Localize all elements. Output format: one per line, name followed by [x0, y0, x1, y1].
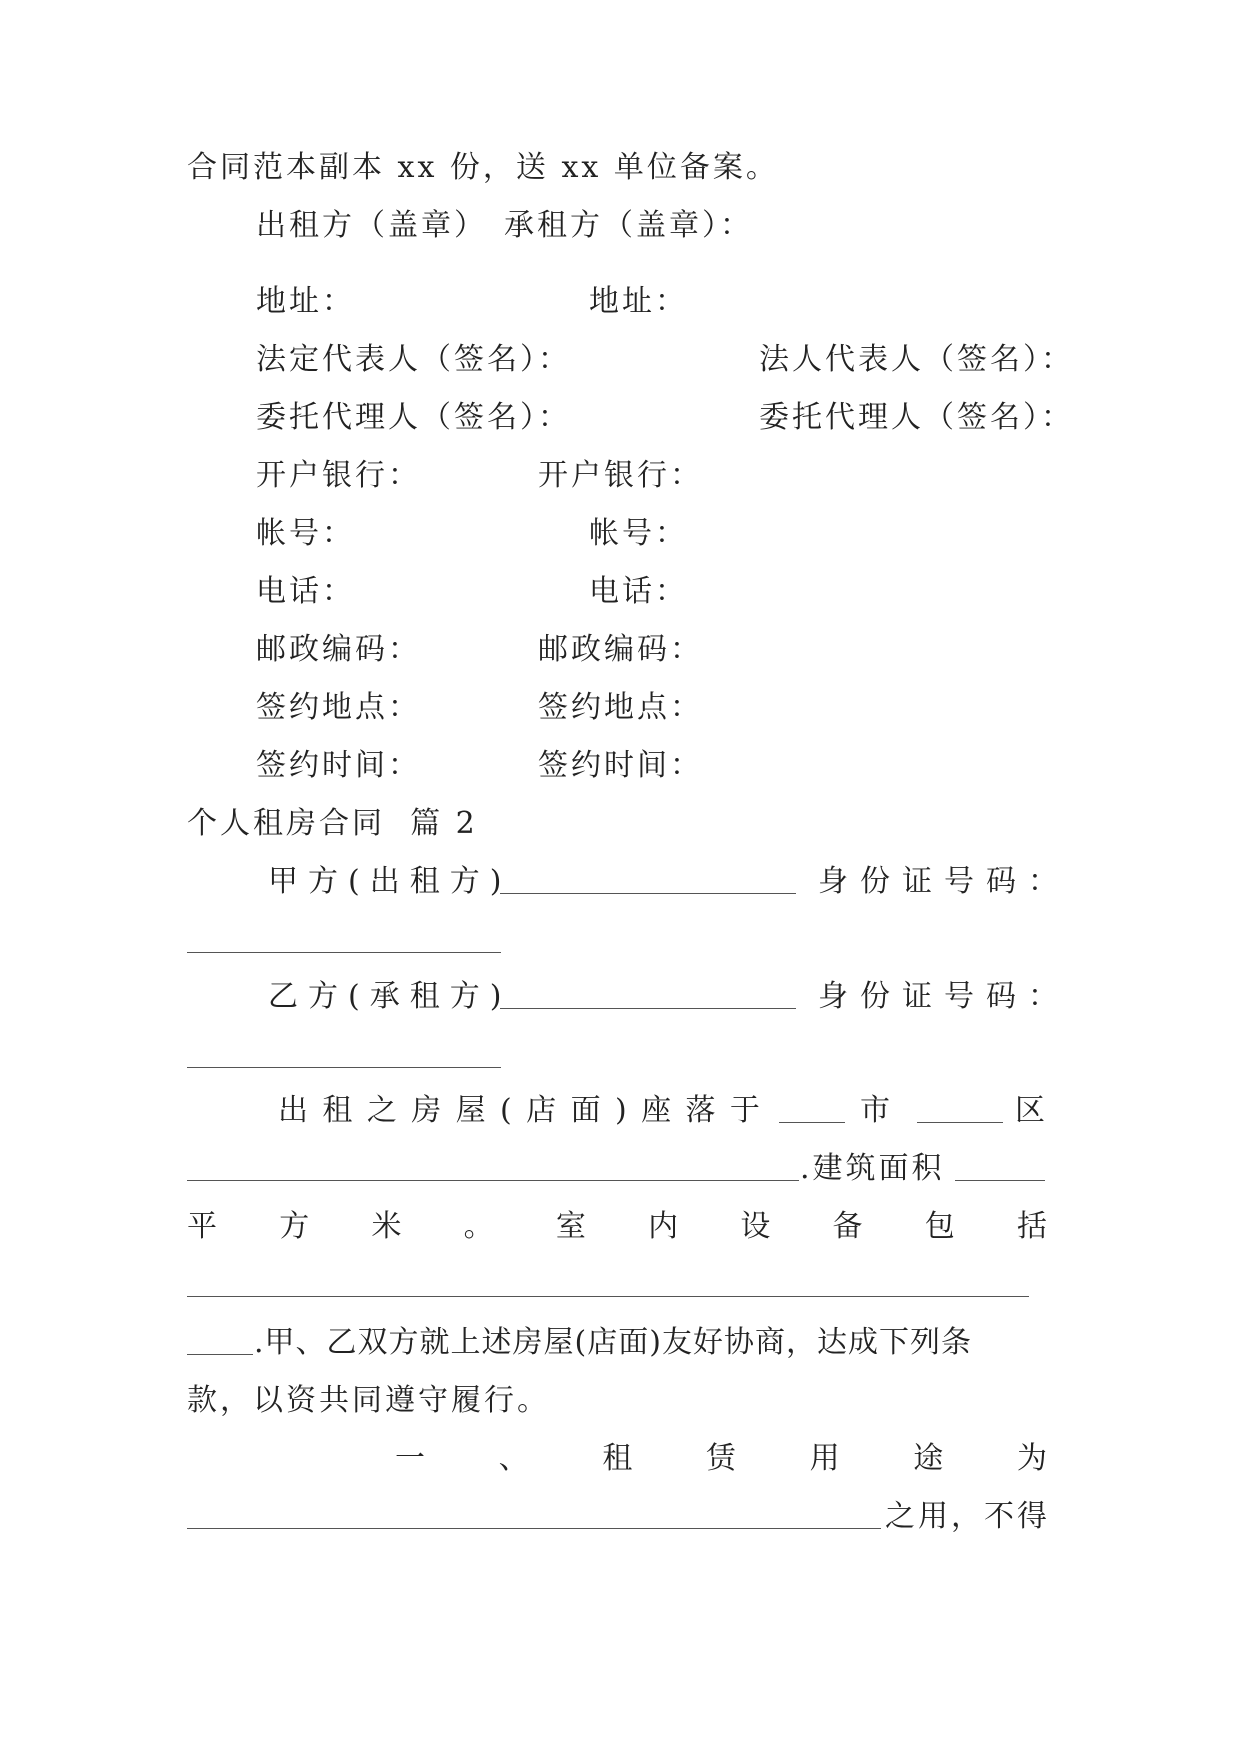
party-a-id-blank[interactable] [187, 952, 501, 953]
property-location-phrase [278, 1093, 760, 1129]
sqm-char: 米 [371, 1209, 402, 1244]
lessor-seal-label: 出租方（盖章） [256, 208, 487, 243]
city-label: 市 [860, 1093, 893, 1128]
agent-left-label: 委托代理人（签名）： [256, 400, 571, 435]
street-address-blank[interactable] [187, 1180, 799, 1181]
lessee-seal-label: 承租方（盖章）： [504, 208, 753, 243]
agreement-line-1: .甲、乙双方就上述房屋(店面)友好协商，达成下列条 [254, 1325, 972, 1360]
account-right-label: 帐号： [589, 516, 688, 551]
article-char: 、 [498, 1441, 529, 1476]
sqm-char: 室 [555, 1209, 586, 1244]
copies-filing-line: 合同范本副本 xx 份，送 xx 单位备案。 [187, 150, 779, 185]
district-label: 区 [1015, 1093, 1048, 1128]
sqm-equipment-phrase [187, 1209, 1047, 1245]
address-left-label: 地址： [256, 284, 355, 319]
sqm-char: 方 [279, 1209, 310, 1244]
party-a-label: 甲方(出租方) [268, 864, 512, 899]
lease-purpose-blank[interactable] [187, 1528, 881, 1529]
location-char: 房 [411, 1093, 442, 1128]
sqm-char: 。 [463, 1209, 494, 1244]
article-char: 一 [395, 1441, 425, 1476]
postcode-left-label: 邮政编码： [256, 632, 421, 667]
sqm-char: 备 [832, 1209, 863, 1244]
time-right-label: 签约时间： [538, 748, 703, 783]
agent-right-label: 委托代理人（签名）： [759, 400, 1074, 435]
sqm-char: 包 [924, 1209, 955, 1244]
building-area-blank[interactable] [955, 1180, 1045, 1181]
section-title: 个人租房合同 篇 2 [187, 806, 478, 841]
party-b-name-blank[interactable] [500, 1008, 796, 1009]
article-char: 途 [913, 1441, 944, 1476]
sqm-char: 括 [1016, 1209, 1047, 1244]
article-1-phrase [395, 1441, 1047, 1477]
party-a-name-blank[interactable] [500, 893, 796, 894]
address-right-label: 地址： [589, 284, 688, 319]
location-char: 之 [366, 1093, 397, 1128]
location-char: 面 [570, 1093, 601, 1128]
bank-left-label: 开户银行： [256, 458, 421, 493]
article-char: 为 [1016, 1441, 1047, 1476]
location-char: 出 [278, 1093, 308, 1128]
phone-right-label: 电话： [589, 574, 688, 609]
location-char: 座 [641, 1093, 672, 1128]
agreement-line-2: 款，以资共同遵守履行。 [187, 1383, 550, 1418]
city-blank[interactable] [779, 1122, 845, 1123]
equipment-blank[interactable] [187, 1296, 1029, 1297]
location-char: 租 [322, 1093, 353, 1128]
sqm-char: 平 [187, 1209, 217, 1244]
article-char: 赁 [705, 1441, 736, 1476]
bank-right-label: 开户银行： [538, 458, 703, 493]
account-left-label: 帐号： [256, 516, 355, 551]
legal-rep-left-label: 法定代表人（签名）： [256, 342, 571, 377]
place-right-label: 签约地点： [538, 690, 703, 725]
equipment-tail-blank[interactable] [187, 1354, 253, 1355]
place-left-label: 签约地点： [256, 690, 421, 725]
district-blank[interactable] [917, 1122, 1003, 1123]
location-char: 落 [685, 1093, 716, 1128]
party-b-id-label: 身份证号码： [818, 979, 1070, 1014]
location-char: 店 [526, 1093, 557, 1128]
article-char: 租 [602, 1441, 633, 1476]
phone-left-label: 电话： [256, 574, 355, 609]
party-b-label: 乙方(承租方) [268, 979, 512, 1014]
sqm-char: 内 [648, 1209, 679, 1244]
location-char: 屋 [455, 1093, 486, 1128]
time-left-label: 签约时间： [256, 748, 421, 783]
article-char: 用 [809, 1441, 840, 1476]
party-a-id-label: 身份证号码： [818, 864, 1070, 899]
party-b-id-blank[interactable] [187, 1067, 501, 1068]
article-1-tail: 之用，不得 [885, 1499, 1050, 1534]
location-char: ( [500, 1093, 512, 1128]
building-area-label: .建筑面积 [800, 1151, 945, 1186]
postcode-right-label: 邮政编码： [538, 632, 703, 667]
location-char: 于 [729, 1093, 760, 1128]
legal-rep-right-label: 法人代表人（签名）： [759, 342, 1074, 377]
sqm-char: 设 [740, 1209, 771, 1244]
location-char: ) [614, 1093, 627, 1128]
